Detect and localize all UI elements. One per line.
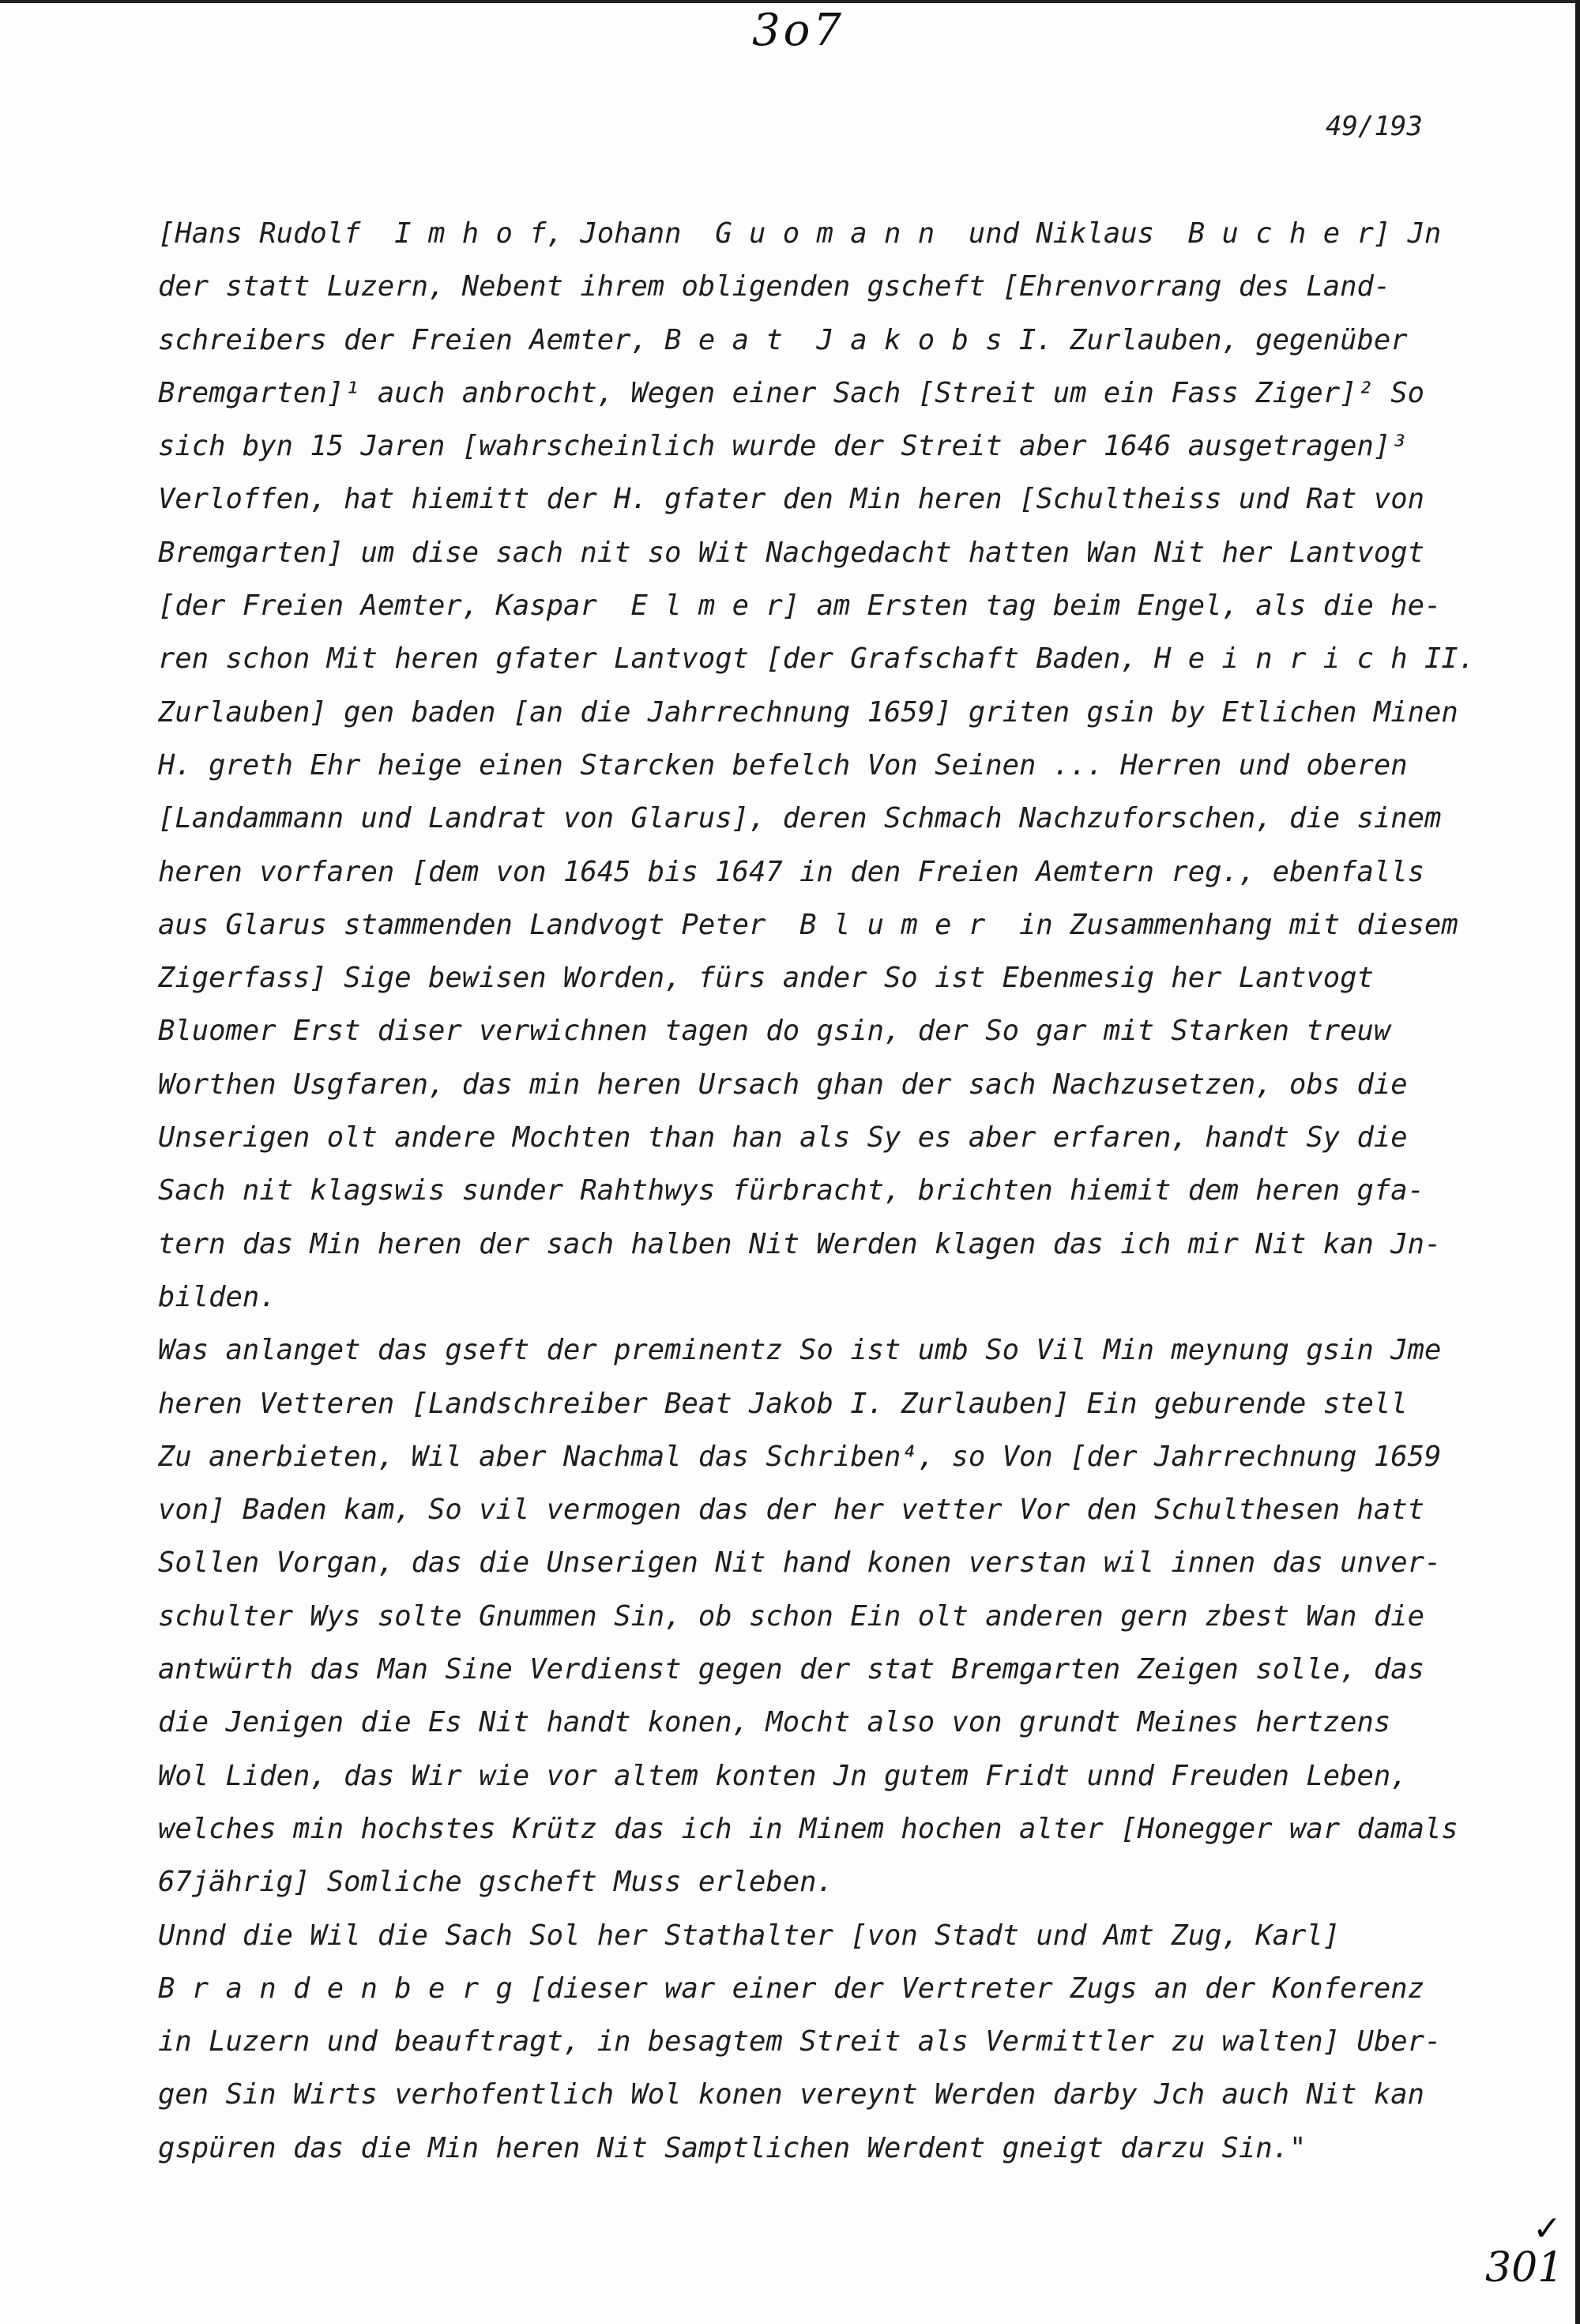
scan-top-edge (0, 0, 1580, 3)
archive-reference: 49/193 (1326, 111, 1423, 142)
text-line: Bremgarten]¹ auch anbrocht, Wegen einer Sach [Streit um ein Fass Ziger]² So (158, 376, 1424, 409)
text-line: [der Freien Aemter, Kaspar E l m e r] am Ersten tag beim Engel, als die he- (158, 589, 1442, 623)
text-line: Was anlanget das gseft der preminentz So ist umb So Vil Min meynung gsin Jme (158, 1334, 1442, 1367)
text-line: ren schon Mit heren gfater Lantvogt [der Grafschaft Baden, H e i n r i c h II. (158, 642, 1476, 676)
text-line: tern das Min heren der sach halben Nit Werden klagen das ich mir Nit kan Jn- (158, 1227, 1442, 1260)
text-line: Wol Liden, das Wir wie vor altem konten Jn gutem Fridt unnd Freuden Leben, (158, 1759, 1408, 1792)
text-line: Bluomer Erst diser verwichnen tagen do gsin, der So gar mit Starken treuw (158, 1015, 1391, 1048)
text-line: heren Vetteren [Landschreiber Beat Jakob I. Zurlauben] Ein geburende stell (158, 1387, 1408, 1420)
text-line: [Landammann und Landrat von Glarus], deren Schmach Nachzuforschen, die sinem (158, 802, 1442, 835)
text-line: antwürth das Man Sine Verdienst gegen der stat Bremgarten Zeigen solle, das (158, 1653, 1424, 1686)
text-line: Verloffen, hat hiemitt der H. gfater den Min heren [Schultheiss und Rat von (158, 483, 1424, 516)
text-line: Zigerfass] Sige bewisen Worden, fürs ander So ist Ebenmesig her Lantvogt (158, 962, 1374, 995)
text-line: Unserigen olt andere Mochten than han als Sy es aber erfaren, handt Sy die (158, 1121, 1408, 1154)
text-line: Worthen Usgfaren, das min heren Ursach ghan der sach Nachzusetzen, obs die (158, 1068, 1408, 1101)
text-line: gspüren das die Min heren Nit Samptlichen Werdent gneigt darzu Sin." (158, 2131, 1307, 2164)
text-line: schulter Wys solte Gnummen Sin, ob schon Ein olt anderen gern zbest Wan die (158, 1599, 1424, 1633)
handwritten-page-number: 3o7 (752, 5, 845, 56)
transcription-body (158, 207, 1476, 2175)
text-line: Unnd die Wil die Sach Sol her Stathalter [von Stadt und Amt Zug, Karl] (158, 1919, 1341, 1952)
text-line: in Luzern und beauftragt, in besagtem Streit als Vermittler zu walten] Uber- (158, 2025, 1442, 2058)
scan-right-edge (1575, 0, 1580, 2324)
text-line: gen Sin Wirts verhofentlich Wol konen vereynt Werden darby Jch auch Nit kan (158, 2078, 1424, 2111)
text-line: von] Baden kam, So vil vermogen das der her vetter Vor den Schulthesen hatt (158, 1493, 1424, 1527)
text-line: H. greth Ehr heige einen Starcken befelch Von Seinen ... Herren und oberen (158, 748, 1408, 782)
text-line: B r a n d e n b e r g [dieser war einer der Vertreter Zugs an der Konferenz (158, 1972, 1424, 2005)
text-line: 67jährig] Somliche gscheft Muss erleben. (158, 1866, 833, 1899)
text-line: Zu anerbieten, Wil aber Nachmal das Schriben⁴, so Von [der Jahrrechnung 1659 (158, 1440, 1442, 1473)
handwritten-folio-number: 301 (1485, 2244, 1564, 2292)
text-line: Sollen Vorgan, das die Unserigen Nit hand konen verstan wil innen das unver- (158, 1546, 1442, 1580)
text-line: welches min hochstes Krütz das ich in Minem hochen alter [Honegger war damals (158, 1812, 1458, 1845)
text-line: die Jenigen die Es Nit handt konen, Mocht also von grundt Meines hertzens (158, 1706, 1391, 1739)
text-line: sich byn 15 Jaren [wahrscheinlich wurde der Streit aber 1646 ausgetragen]³ (158, 430, 1408, 463)
text-line: Bremgarten] um dise sach nit so Wit Nachgedacht hatten Wan Nit her Lantvogt (158, 536, 1424, 569)
text-line: bilden. (158, 1280, 276, 1313)
text-line: [Hans Rudolf I m h o f, Johann G u o m a n n und Niklaus B u c h e r] Jn (158, 217, 1442, 250)
text-line: der statt Luzern, Nebent ihrem obligenden gscheft [Ehrenvorrang des Land- (158, 270, 1391, 303)
text-line: Sach nit klagswis sunder Rahthwys fürbracht, brichten hiemit dem heren gfa- (158, 1174, 1424, 1207)
text-line: aus Glarus stammenden Landvogt Peter B l u m e r in Zusammenhang mit diesem (158, 908, 1458, 941)
text-line: heren vorfaren [dem von 1645 bis 1647 in den Freien Aemtern reg., ebenfalls (158, 855, 1424, 888)
check-mark-icon: ✓ (1533, 2209, 1562, 2249)
text-line: schreibers der Freien Aemter, B e a t J a k o b s I. Zurlauben, gegenüber (158, 323, 1408, 356)
text-line: Zurlauben] gen baden [an die Jahrrechnung 1659] griten gsin by Etlichen Minen (158, 695, 1458, 729)
